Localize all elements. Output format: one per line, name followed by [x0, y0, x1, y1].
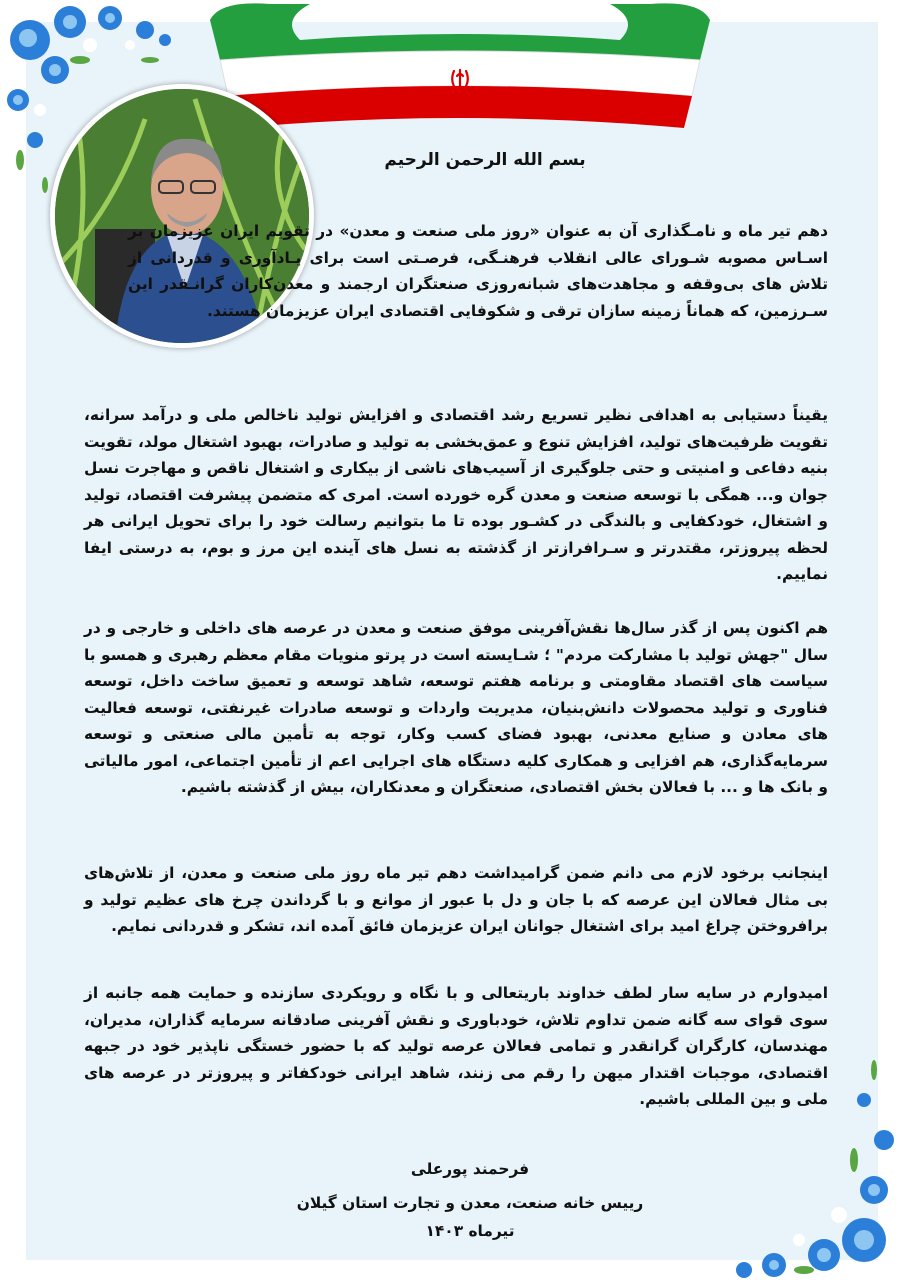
paragraph-2: یقیناً دستیابی به اهدافی نظیر تسریع رشد اقتصادی و افزایش تولید ناخالص ملی و درآمد سرانه، تقویت ظرفیت‌های تولید، افزایش تنوع و عمق‌بخشی به تولید و صادرات، بهبود اشتغال مولد، تقویت بنیه دفاعی و امنیتی و حتی جلوگیری از آسیب‌های ناشی از بیکاری و اشتغال ناقص و مهاجرت نسل جوان و... همگی با توسعه صنعت و معدن گره خورده است. امری که متضمن پیشرفت اقتصاد، تولید و اشتغال، خودکفایی و بالندگی در کشـور بوده تا ما بتوانیم رسالت خود را برای تحویل ایرانی هر لحظه پیروزتر، مقتدرتر و سـرافرازتر از گذشته به نسل های آینده این مرز و بوم، به درستی ایفا نماییم. [84, 406, 828, 583]
bismillah-heading: بسم الله الرحمن الرحیم [384, 150, 586, 170]
paragraph-4: اینجانب برخود لازم می دانم ضمن گرامیداشت دهم تیر ماه روز ملی صنعت و معدن، از تلاش‌های بی مثال فعالان این عرصه که با جان و دل با عبور از موانع و با گرداندن چرخ های عظیم تولید و برافروختن چراغ امید برای اشتغال جوانان ایران عزیزمان فائق آمده اند، تشکر و قدردانی نمایم. [84, 864, 828, 935]
paragraph-1: دهم تیر ماه و نامـگذاری آن به عنوان «روز ملی صنعت و معدن» در تقویم ایران عزیزمان بر اسـاس مصوبه شـورای عالی انقلاب فرهنـگی، فرصـتی است برای یـادآوری و قدردانی از تلاش های بی‌وقفه و مجاهدت‌های شبانه‌روزی صنعتگران ارجمند و معدن‌کاران گرانـقدر این سـرزمین، که هماناً زمینه سازان ترقی و شکوفایی اقتصادی ایران عزیزمان هستند. [128, 222, 828, 320]
paragraph-5: امیدوارم در سایه سار لطف خداوند باریتعالی و با نگاه و رویکردی سازنده و حمایت همه جانبه از سوی قوای سه گانه ضمن تداوم تلاش، خودباوری و نقش آفرینی صادقانه سرمایه گذاران، مدیران، مهندسان، کارگران گرانقدر و تمامی فعالان عرصه تولید که با حضور خستگی ناپذیر خود در جبهه اقتصادی، موجبات اقتدار میهن را رقم می زنند، شاهد ایرانی خودکفاتر و پیروزتر در عرصه های ملی و بین المللی باشیم. [84, 984, 828, 1108]
signature-date: تیرماه ۱۴۰۳ [425, 1222, 515, 1240]
signature-name: فرحمند پورعلی [410, 1160, 530, 1178]
paragraph-3: هم اکنون پس از گذر سال‌ها نقش‌آفرینی موفق صنعت و معدن در عرصه های داخلی و خارجی و در سال "جهش تولید با مشارکت مردم" ؛ شـایسته است در پرتو منویات مقام معظم رهبری و همسو با سیاست های اقتصاد مقاومتی و برنامه هفتم توسعه، شاهد توسعه و تعمیق ساخت داخل، توسعه فناوری و تولید محصولات دانش‌بنیان، مدیریت واردات و توسعه صادرات غیرنفتی، توسعه فعالیت های معادن و صنایع معدنی، بهبود فضای کسب وکار، توجه به تأمین مالی صنعتی و توسعه سرمایه‌گذاری، هم افزایی و همکاری کلیه دستگاه های اجرایی اعم از تأمین اجتماعی، امور مالیاتی و بانک ها و ... با فعالان بخش اقتصادی، صنعتگران و معدنکاران، بیش از گذشته باشیم. [84, 619, 828, 796]
signature-title: رییس خانه صنعت، معدن و تجارت استان گیلان [296, 1194, 644, 1212]
iran-flag-ribbon [200, 0, 720, 130]
